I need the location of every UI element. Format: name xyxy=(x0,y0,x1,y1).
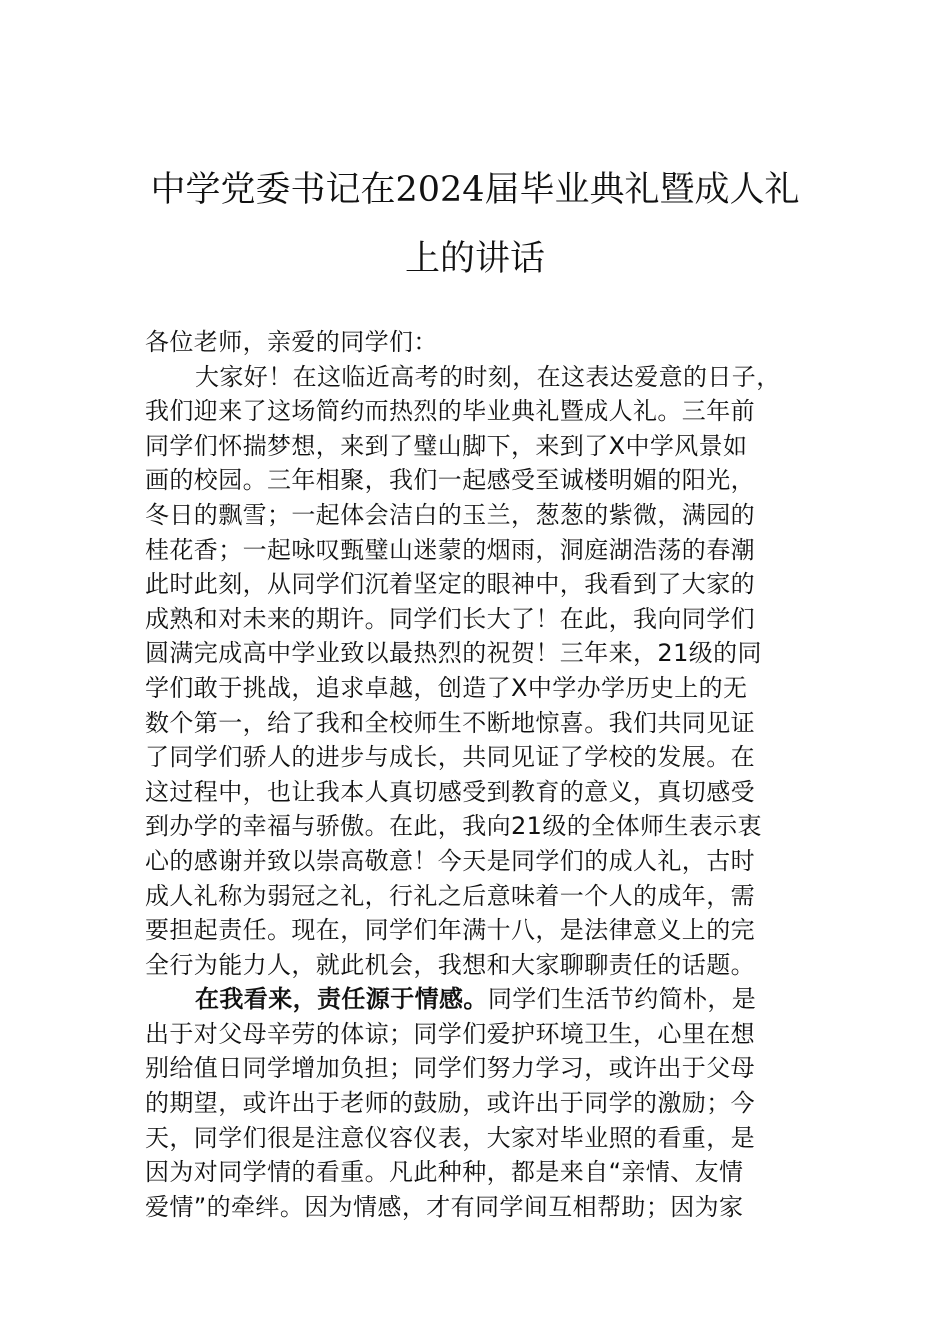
paragraph-2-line: 天，同学们很是注意仪容仪表，大家对毕业照的看重，是 xyxy=(145,1123,755,1152)
paragraph-1-line: 学们敢于挑战，追求卓越，创造了X中学办学历史上的无 xyxy=(145,673,748,702)
paragraph-2-line: 别给值日同学增加负担；同学们努力学习，或许出于父母 xyxy=(145,1054,755,1083)
paragraph-2-first-rest: 同学们生活节约简朴，是 xyxy=(487,985,757,1014)
paragraph-2-line: 出于对父母辛劳的体谅；同学们爱护环境卫生，心里在想 xyxy=(145,1019,755,1048)
paragraph-1-line: 大家好！在这临近高考的时刻，在这表达爱意的日子， xyxy=(195,362,781,391)
paragraph-1-line: 圆满完成高中学业致以最热烈的祝贺！三年来，21级的同 xyxy=(145,639,762,668)
paragraph-1-line: 心的感谢并致以崇高敬意！今天是同学们的成人礼，古时 xyxy=(145,846,755,875)
paragraph-1-line: 成人礼称为弱冠之礼，行礼之后意味着一个人的成年，需 xyxy=(145,881,755,910)
paragraph-1-line: 桂花香；一起咏叹甄璧山迷蒙的烟雨，洞庭湖浩荡的春潮 xyxy=(145,535,755,564)
paragraph-2-line: 因为对同学情的看重。凡此种种，都是来自“亲情、友情 xyxy=(145,1158,744,1187)
paragraph-1-line: 全行为能力人，就此机会，我想和大家聊聊责任的话题。 xyxy=(145,950,755,979)
paragraph-1-line: 了同学们骄人的进步与成长，共同见证了学校的发展。在 xyxy=(145,743,755,772)
paragraph-1-line: 这过程中，也让我本人真切感受到教育的意义，真切感受 xyxy=(145,777,755,806)
paragraph-1-line: 数个第一，给了我和全校师生不断地惊喜。我们共同见证 xyxy=(145,708,755,737)
paragraph-1-line: 到办学的幸福与骄傲。在此，我向21级的全体师生表示衷 xyxy=(145,812,762,841)
paragraph-2-line: 爱情”的牵绊。因为情感，才有同学间互相帮助；因为家 xyxy=(145,1192,744,1221)
document-body xyxy=(145,325,845,1224)
paragraph-2-first-line xyxy=(145,982,845,1017)
paragraph-1-line: 此时此刻，从同学们沉着坚定的眼神中，我看到了大家的 xyxy=(145,570,755,599)
document-title-line-1: 中学党委书记在2024届毕业典礼暨成人礼 xyxy=(150,170,800,210)
paragraph-1-line: 冬日的飘雪；一起体会洁白的玉兰，葱葱的紫微，满园的 xyxy=(145,500,755,529)
paragraph-1-line: 要担起责任。现在，同学们年满十八，是法律意义上的完 xyxy=(145,916,755,945)
document-title-line-2: 上的讲话 xyxy=(404,239,545,279)
paragraph-1-line: 成熟和对未来的期许。同学们长大了！在此，我向同学们 xyxy=(145,604,755,633)
greeting: 各位老师，亲爱的同学们： xyxy=(145,328,438,356)
paragraph-2-bold-lead: 在我看来，责任源于情感。 xyxy=(195,985,488,1014)
paragraph-1-line: 同学们怀揣梦想，来到了璧山脚下，来到了X中学风景如 xyxy=(145,431,748,460)
paragraph-1-line: 画的校园。三年相聚，我们一起感受至诚楼明媚的阳光， xyxy=(145,466,755,495)
paragraph-2-line: 的期望，或许出于老师的鼓励，或许出于同学的激励；今 xyxy=(145,1089,755,1118)
paragraph-1-line: 我们迎来了这场简约而热烈的毕业典礼暨成人礼。三年前 xyxy=(145,397,755,426)
